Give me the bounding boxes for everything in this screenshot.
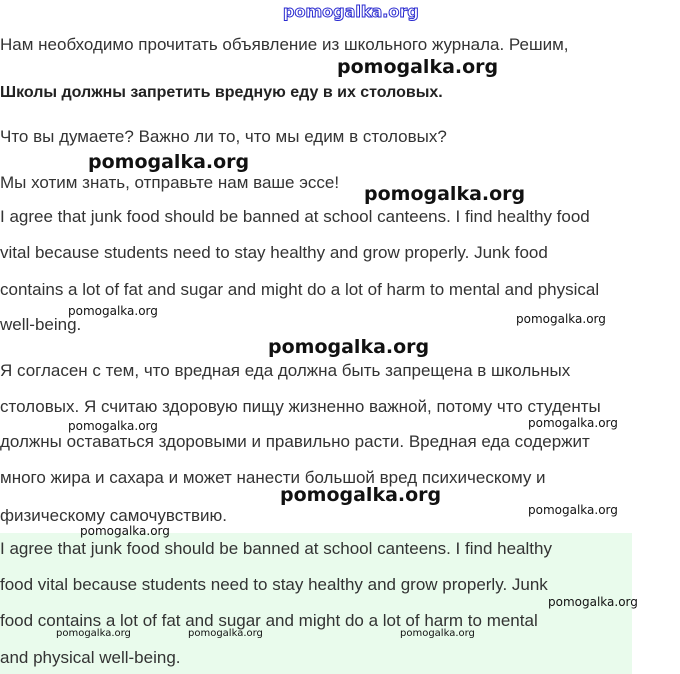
watermark: pomogalka.org <box>548 595 638 609</box>
watermark: pomogalka.org <box>68 304 158 318</box>
essay-ru-line: физическому самочувствию. <box>0 506 227 525</box>
watermark: pomogalka.org <box>88 151 250 173</box>
essay-en-line: contains a lot of fat and sugar and might do a lot of harm to mental and physical <box>0 280 600 299</box>
watermark: pomogalka.org <box>56 628 131 639</box>
watermark: pomogalka.org <box>528 416 618 430</box>
essay-ru-line: столовых. Я считаю здоровую пищу жизненно важной, потому что студенты <box>0 397 601 416</box>
answer-line: and physical well-being. <box>0 648 181 667</box>
watermark: pomogalka.org <box>400 628 475 639</box>
watermark: pomogalka.org <box>337 56 499 78</box>
answer-line: food vital because students need to stay healthy and grow properly. Junk <box>0 575 548 594</box>
headline: Школы должны запретить вредную еду в их столовых. <box>0 84 443 101</box>
essay-en-line: vital because students need to stay healthy and grow properly. Junk food <box>0 243 548 262</box>
watermark: pomogalka.org <box>80 524 170 538</box>
watermark: pomogalka.org <box>268 336 430 358</box>
question-line: Что вы думаете? Важно ли то, что мы едим в столовых? <box>0 127 447 146</box>
answer-line: I agree that junk food should be banned at school canteens. I find healthy <box>0 539 552 558</box>
essay-en-line: I agree that junk food should be banned at school canteens. I find healthy food <box>0 207 590 226</box>
essay-ru-line: много жира и сахара и может нанести большой вред психическому и <box>0 468 546 487</box>
watermark: pomogalka.org <box>364 183 526 205</box>
watermark: pomogalka.org <box>280 484 442 506</box>
answer-line: food contains a lot of fat and sugar and might do a lot of harm to mental <box>0 611 538 630</box>
watermark: pomogalka.org <box>528 503 618 517</box>
essay-en-line: well-being. <box>0 315 82 334</box>
watermark: pomogalka.org <box>188 628 263 639</box>
essay-ru-line: Я согласен с тем, что вредная еда должна быть запрещена в школьных <box>0 361 571 380</box>
watermark: pomogalka.org <box>68 419 158 433</box>
watermark: pomogalka.org <box>516 312 606 326</box>
watermark-top: pomogalka.org <box>283 2 419 21</box>
intro-line: Нам необходимо прочитать объявление из школьного журнала. Решим, <box>0 35 569 54</box>
request-line: Мы хотим знать, отправьте нам ваше эссе! <box>0 173 340 192</box>
essay-ru-line: должны оставаться здоровыми и правильно расти. Вредная еда содержит <box>0 432 590 451</box>
